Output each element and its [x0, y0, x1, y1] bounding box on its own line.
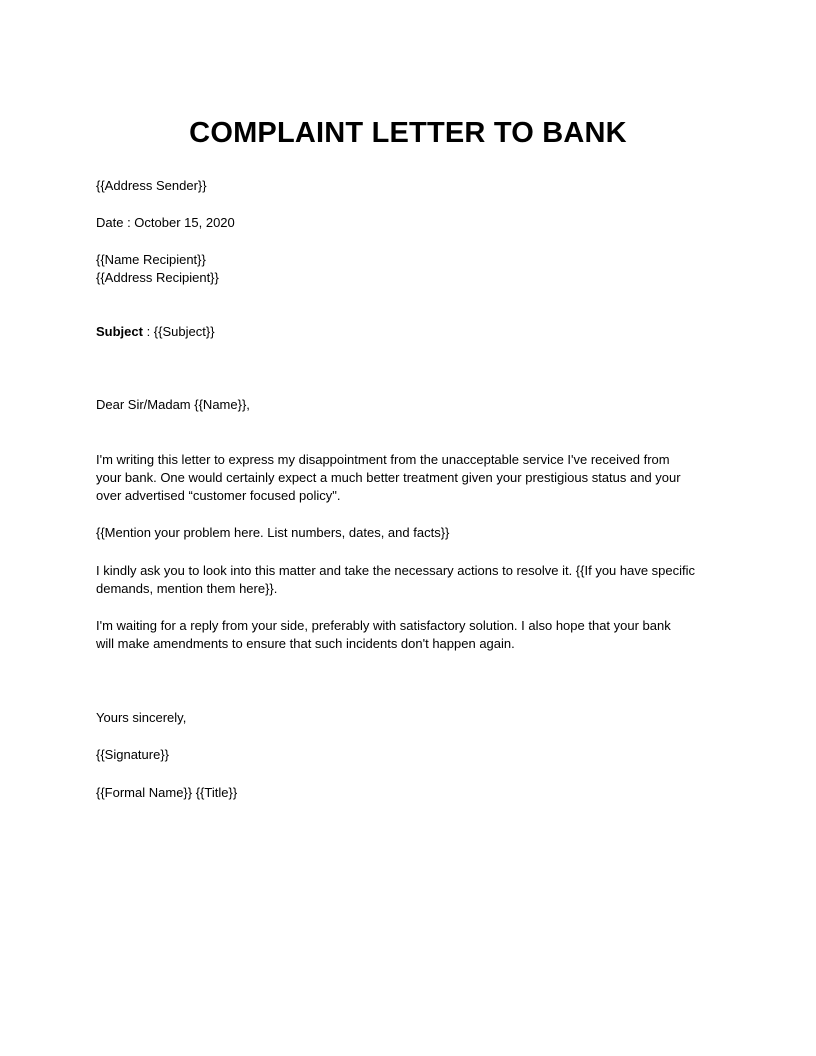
paragraph-4-line-1: I'm waiting for a reply from your side, preferably with satisfactory solution. I also hope that your bank: [96, 618, 671, 633]
paragraph-2: {{Mention your problem here. List numbers, dates, and facts}}: [96, 525, 450, 540]
paragraph-4-line-2: will make amendments to ensure that such incidents don't happen again.: [96, 636, 515, 651]
page-title: COMPLAINT LETTER TO BANK: [189, 117, 627, 149]
signature: {{Signature}}: [96, 747, 170, 762]
paragraph-1-line-2: your bank. One would certainly expect a much better treatment given your prestigious status and your: [96, 470, 681, 485]
paragraph-3-line-2: demands, mention them here}}.: [96, 581, 278, 596]
salutation: Dear Sir/Madam {{Name}},: [96, 397, 250, 412]
date-line: Date : October 15, 2020: [96, 215, 235, 230]
address-recipient: {{Address Recipient}}: [96, 270, 219, 285]
subject-line: [96, 323, 215, 341]
subject-label: Subject: [96, 324, 143, 339]
closing: Yours sincerely,: [96, 710, 187, 725]
name-recipient: {{Name Recipient}}: [96, 252, 206, 267]
formal-name-title: {{Formal Name}} {{Title}}: [96, 785, 238, 800]
paragraph-3-line-1: I kindly ask you to look into this matter and take the necessary actions to resolve it. {{If you have specific: [96, 563, 696, 578]
paragraph-1-line-3: over advertised “customer focused policy".: [96, 488, 341, 503]
address-sender: {{Address Sender}}: [96, 178, 207, 193]
paragraph-1-line-1: I'm writing this letter to express my disappointment from the unacceptable service I've received from: [96, 452, 670, 467]
subject-value: : {{Subject}}: [142, 324, 215, 339]
